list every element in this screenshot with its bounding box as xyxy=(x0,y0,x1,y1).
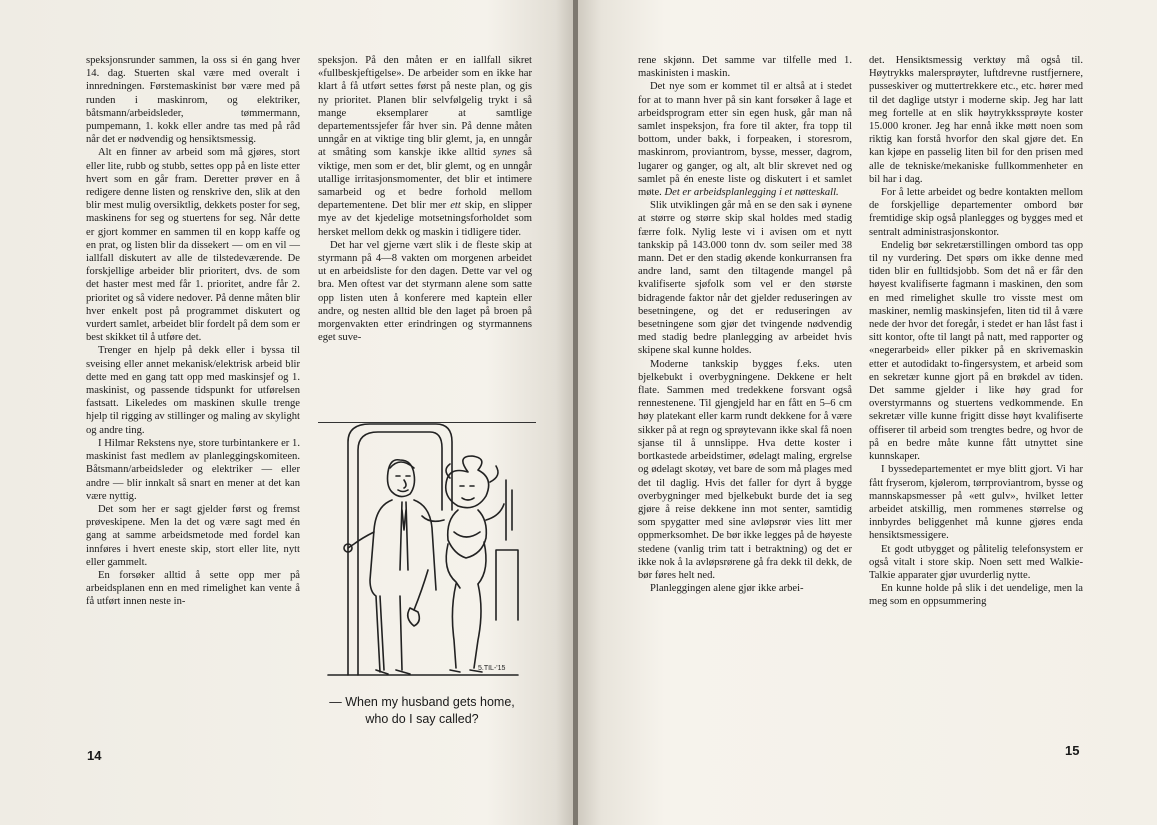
left-page xyxy=(0,0,573,825)
paragraph: Alt en finner av arbeid som må gjøres, stort eller lite, rubb og stubb, settes opp på en liste etter hvert som en går fram. Deretter prøver en å redigere denne listen og renskrive den, slik at den blir mest mulig oversiktlig, dekkets poster for seg, maskinens for seg og stuertens for seg. Når dette er gjort kommer en sammen til en kopp kaffe og en prat, og listen blir da dissekert — om en vil — iallfall diskutert av alle de tilstedeværende. De forskjellige arbeider blir prioritert, dvs. de som det haster mest med får 1. prioritet, andre får 2. prioritet og så videre nedover. På denne måten blir hver enkelt post på programmet diskutert og vurdert samlet, arbeidet blir fordelt på dem som er best skikket til å utføre det. xyxy=(86,147,300,344)
paragraph: Det nye som er kommet til er altså at i stedet for at to mann hver på sin kant forsøker å lage et arbeidsprogram etter sin egen husk, går man nå samlet inspeksjon, fra fore til akter, fra topp til bottom, under bakk, i forpeaken, i storesrom, maskinrom, proviantrom, bysse, messer, dagrom, lugarer og ganger, og alt, alt blir skrevet ned og samlet på én eneste liste og diskutert i et samlet møte. Det er arbeidsplanlegging i et nøtteskall. xyxy=(638,81,852,199)
paragraph: Planleggingen alene gjør ikke arbei- xyxy=(650,583,804,595)
paragraph: Et godt utbygget og pålitelig telefonsystem er også vitalt i store skip. Noen sett med Walkie-Talkie apparater gjør uvurderlig nytte. xyxy=(869,543,1083,581)
page-number: 15 xyxy=(1065,743,1080,758)
cartoon-caption xyxy=(312,694,532,728)
page-number: 14 xyxy=(87,748,102,763)
paragraph: Endelig bør sekretærstillingen ombord tas opp til ny vurdering. Det spørs om ikke denne med tiden blir en fulltidsjobb. Som det nå er får den høyest kvalifiserte fagmann i maskinen, den som en med rimelighet skulle tro visste mest om maskiner, nemlig maskinsjefen, liten tid til å være nede der hvor det foregår, i stedet er han låst fast i sitt kontor, ofte til langt på natt, med rapporter og «negerarbeid» eller pikker på en skrivemaskin etter et autodidakt to-fingersystem, et arbeid som en sekretær kunne gjort på en brøkdel av tiden. Det samme gjelder i like høy grad for overstyrmanns og stuertens vedkommende. En sekretær ville kunne frigitt disse høyt kvalifiserte offiserer til arbeid som trengtes bedre, og hvor de på en bedre måte kunne fått utnyttet sine kunnskaper. xyxy=(869,239,1083,463)
paragraph: I byssedepartementet er mye blitt gjort. Vi har fått fryserom, kjølerom, tørrproviantrom, bysse og mannskapsmesser på «ett gulv», hvilket letter arbeidet atskillig, men rommenes størrelse og innbyrdes beliggenhet må kunne gjøres enda hensiktsmessigere. xyxy=(869,464,1083,542)
cartoon-illustration xyxy=(318,420,528,688)
right-column-2 xyxy=(869,54,1083,609)
paragraph: En kunne holde på slik i det uendelige, men la meg som en oppsummering xyxy=(869,583,1083,608)
paragraph: Trenger en hjelp på dekk eller i byssa til sveising eller annet mekanisk/elektrisk arbeid blir dette med en gang tatt opp med maskinsjef og 1. maskinist, og passende tidspunkt for utførelsen fastsatt. Likeledes om maskinen skulle trenge hjelp til rigging av stillinger og maling av skylight og andre ting. xyxy=(86,345,300,436)
paragraph: Det har vel gjerne vært slik i de fleste skip at styrmann på 4—8 vakten om morgenen arbeidet ut en arbeidsliste for den dagen. Dette var vel og bra. Men oftest var det styrmann alene som satte opp listen uten å konferere med kaptein eller andre, og nesten alltid ble den laget på broen på morgenvakten etter erindringen og styrmannens eget suve- xyxy=(318,239,532,344)
paragraph: En forsøker alltid å sette opp mer på arbeidsplanen enn en med rimelighet kan vente å få utført innen neste in- xyxy=(86,569,300,608)
paragraph: For å lette arbeidet og bedre kontakten mellom de forskjellige departementer ombord bør fremtidige skip også planlegges og bygges med et sentralt administrasjonskontor. xyxy=(869,187,1083,238)
caption-line-2: who do I say called? xyxy=(365,712,479,726)
paragraph: det. Hensiktsmessig verktøy må også til. Høytrykks malersprøyter, luftdrevne rustfjernere, pusseskiver og muttertrekkere etc., etc. hører med til det daglige utstyr i moderne skip. Jeg har latt meg fortelle at en slik høytrykkssprøyte koster 15.000 kroner. Jeg har ennå ikke møtt noen som riktig kan forstå hvorfor den skal gjøre det. En kan kjøpe en passelig liten bil for den prisen med alle de tekniske/mekaniske fullkommenheter en bil har i dag. xyxy=(869,55,1083,185)
left-column-1 xyxy=(86,54,300,609)
paragraph: rene skjønn. Det samme var tilfelle med 1. maskinisten i maskin. xyxy=(638,55,852,80)
paragraph: speksjon. På den måten er en iallfall sikret «fullbeskjeftigelse». De arbeider som en ikke har klart å få utført settes først på neste plan, og gis ny prioritet. Planen blir selvfølgelig trykt i så mange eksemplarer at samtlige departementssjefer får hver sin. På denne måten unngår en at viktige ting blir glemt, ja, en unngår at småting som kanskje ikke alltid synes så viktige, men som er det, blir glemt, og en unngår utallige irritasjonsmomenter, det blir et intimere samarbeid og et bedre forhold mellom departementene. Det blir mer ett skip, en slipper mye av det kjedelige motsetningsforholdet som hersket mellom dekk og maskin i tidligere tider. xyxy=(318,55,532,238)
caption-line-1: — When my husband gets home, xyxy=(329,695,515,709)
right-page xyxy=(578,0,1157,825)
right-column-1 xyxy=(638,54,852,595)
paragraph: I Hilmar Rekstens nye, store turbintankere er 1. maskinist fast medlem av planleggingskomiteen. Båtsmann/arbeidsleder og elektriker — eller andre — blir innkalt så snart en mener at det kan være nyttig. xyxy=(86,437,300,502)
left-column-2 xyxy=(318,54,532,344)
paragraph: speksjonsrunder sammen, la oss si én gang hver 14. dag. Stuerten skal være med overalt i innredningen. Førstemaskinist bør være med på runden i maskinrom, og elektriker, båtsmann/arbeidsleder, tømmermann, pumpemann, 1. kokk eller andre tas med på råd når det er nødvendig og hensiktsmessig. xyxy=(86,55,300,146)
paragraph: Det som her er sagt gjelder først og fremst prøveskipene. Men la det og være sagt med én gang at samme arbeidsmetode med fordel kan innføres i hvert eneste skip, stort eller lite, nytt eller gammelt. xyxy=(86,503,300,568)
paragraph: Moderne tankskip bygges f.eks. uten bjelkebukt i overbygningene. Dekkene er helt flate. Sammen med tredekkene forsvant også rennestenene. Til gjengjeld har en fått en 5–6 cm høy platekant eller karm rundt dekkene for å være sikker på at regn og sprøytevann ikke skal få noen sjanse til å unnslippe. Hva dette koster i bortkastede arbeidstimer, ødelagt maling, ergrelse og ødelagt skotøy, vet bare de som må plages med det til daglig. Hvis det faller for dyrt å bygge overbygninger med bjelkebukt burde det ia seg gjøre å reise dekkene inn mot senter, samtidig som spygatter med sine avløpsrør vies litt mer oppmerksomhet. De bør ikke legges på de høyeste stedene (vanlig trim tatt i betraktning) og det er ikke nok å la avløpsrørene gå fra dekk til dekk, de bør føres helt ned. xyxy=(638,358,852,581)
cartoon-signature: 5.TIL-'15 xyxy=(478,665,506,672)
paragraph: Slik utviklingen går må en se den sak i øynene at større og større skip skal holdes med stadig færre folk. Nylig leste vi i avisen om et nytt tankskip på 143.000 tonn dv. som seiler med 38 mann. Det er den stadig økende konkurransen fra andre land, samt den tiltagende mangel på kvalifiserte sjøfolk som vel er den største bidragende faktor når det gjelder reduseringen av besetningene, og det er reduseringen av besetningene som gjør det tvingende nødvendig med stadig bedre planlegging av arbeidet hvis skipene skal kunne holdes. xyxy=(638,200,852,357)
cartoon-drawing xyxy=(318,420,528,688)
